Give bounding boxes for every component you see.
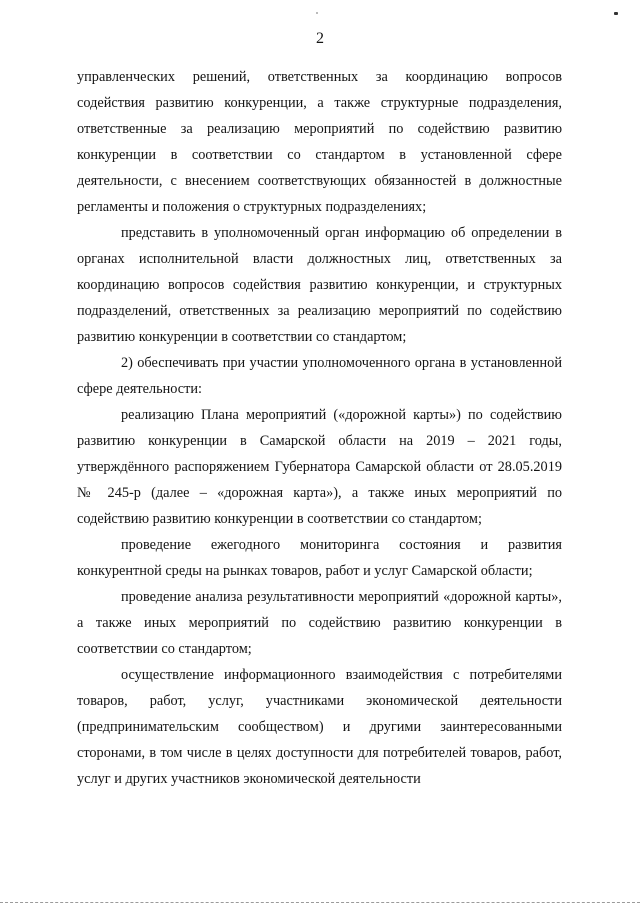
paragraph-officials-info: представить в уполномоченный орган информацию об определении в органах исполнительной власти должностных лиц, ответственных за координацию вопросов содействия развитию конкуренции, и структурных подразделений, ответственных за реализацию мероприятий по содействию развитию конкуренции в соответствии со стандартом; xyxy=(77,225,562,345)
document-body xyxy=(77,64,562,792)
scan-mark xyxy=(614,12,618,15)
paragraph-analysis: проведение анализа результативности мероприятий «дорожной карты», а также иных мероприятий по содействию развитию конкуренции в соответствии со стандартом; xyxy=(77,589,562,657)
paragraph-interaction: осуществление информационного взаимодействия с потребителями товаров, работ, услуг, участниками экономической деятельности (предпринимательским сообществом) и другими заинтересованными сторонами, в том числе в целях доступности для потребителей товаров, работ, услуг и других участников экономической деятельности xyxy=(77,667,562,787)
paragraph-continuation: управленческих решений, ответственных за координацию вопросов содействия развитию конкуренции, а также структурные подразделения, ответственные за реализацию мероприятий по содействию развитию конкуренции в соответствии со стандартом в установленной сфере деятельности, с внесением соответствующих обязанностей в должностные регламенты и положения о структурных подразделениях; xyxy=(77,69,562,215)
paragraph-roadmap: реализацию Плана мероприятий («дорожной карты») по содействию развитию конкуренции в Самарской области на 2019 – 2021 годы, утверждённого распоряжением Губернатора Самарской области от 28.05.2019 № 245-р (далее – «дорожная карта»), а также иных мероприятий по содействию развитию конкуренции в соответствии со стандартом; xyxy=(77,407,562,527)
page-bottom-edge xyxy=(0,902,640,903)
page-number: 2 xyxy=(316,30,324,47)
paragraph-monitoring: проведение ежегодного мониторинга состояния и развития конкурентной среды на рынках товаров, работ и услуг Самарской области; xyxy=(77,537,562,579)
paragraph-item-2: 2) обеспечивать при участии уполномоченного органа в установленной сфере деятельности: xyxy=(77,355,562,397)
scan-speck xyxy=(316,12,318,14)
